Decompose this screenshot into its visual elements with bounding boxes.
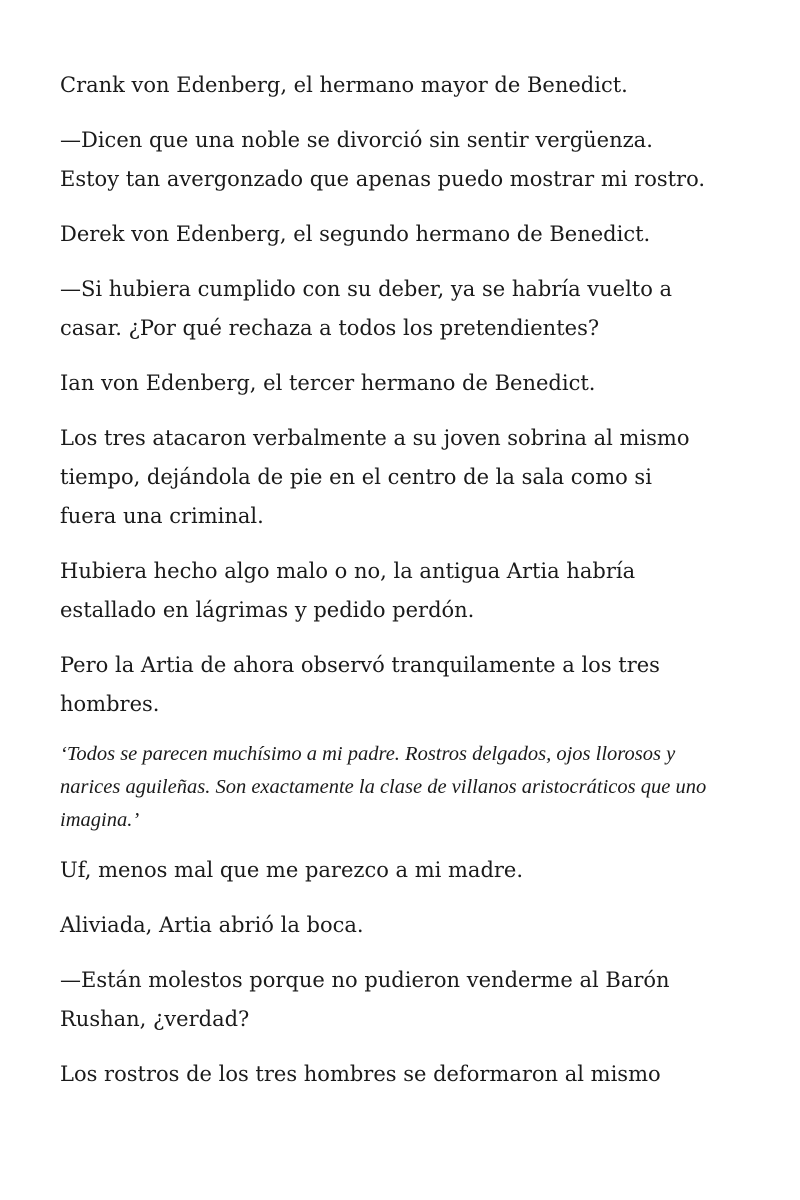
paragraph [60,1055,750,1094]
text-line: Crank von Edenberg, el hermano mayor de Benedict. [60,73,628,97]
paragraph [60,961,750,1039]
text-line: narices aguileñas. Son exactamente la clase de villanos aristocráticos que uno [60,776,707,798]
text-line: —Si hubiera cumplido con su deber, ya se habría vuelto a [60,277,673,301]
text-line: imagina.’ [60,809,140,831]
text-line: Ian von Edenberg, el tercer hermano de Benedict. [60,371,596,395]
text-line: Uf, menos mal que me parezco a mi madre. [60,858,524,882]
text-line: Estoy tan avergonzado que apenas puedo mostrar mi rostro. [60,167,706,191]
text-line: Los tres atacaron verbalmente a su joven sobrina al mismo [60,426,690,450]
text-line: Los rostros de los tres hombres se deformaron al mismo [60,1062,661,1086]
text-line: hombres. [60,692,160,716]
text-line: Pero la Artia de ahora observó tranquilamente a los tres [60,653,660,677]
paragraph [60,364,750,403]
text-line: Derek von Edenberg, el segundo hermano de Benedict. [60,222,651,246]
text-line: —Están molestos porque no pudieron venderme al Barón [60,968,670,992]
paragraph [60,419,750,536]
text-line: Aliviada, Artia abrió la boca. [60,913,364,937]
text-line: casar. ¿Por qué rechaza a todos los pretendientes? [60,316,600,340]
paragraph [60,121,750,199]
text-line: tiempo, dejándola de pie en el centro de la sala como si [60,465,652,489]
text-line: fuera una criminal. [60,504,264,528]
paragraph [60,552,750,630]
text-line: ‘Todos se parecen muchísimo a mi padre. Rostros delgados, ojos llorosos y [60,743,676,765]
paragraph [60,851,750,890]
text-line: estallado en lágrimas y pedido perdón. [60,598,475,622]
paragraph [60,270,750,348]
inner-thought-paragraph [60,738,750,837]
paragraph [60,646,750,724]
paragraph [60,66,750,105]
paragraph [60,906,750,945]
text-line: Rushan, ¿verdad? [60,1007,250,1031]
text-line: —Dicen que una noble se divorció sin sentir vergüenza. [60,128,653,152]
text-line: Hubiera hecho algo malo o no, la antigua Artia habría [60,559,636,583]
paragraph [60,215,750,254]
document-page [60,66,750,1110]
